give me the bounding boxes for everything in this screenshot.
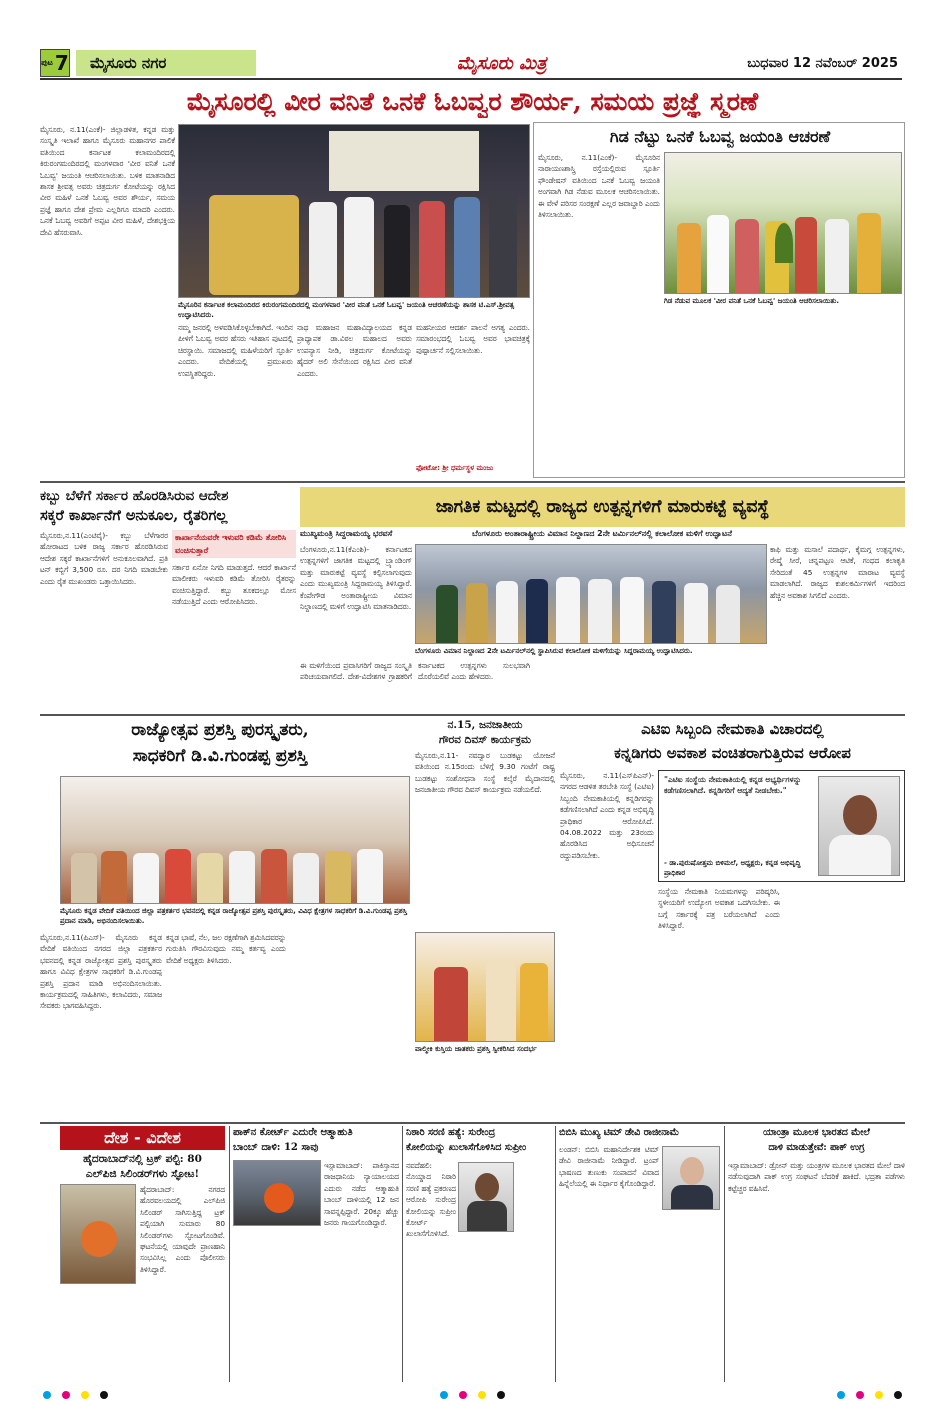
person-figure (588, 579, 612, 643)
world-story3-body-2 (458, 1236, 551, 1380)
fire-blast (264, 1183, 294, 1213)
story6-body-2 (415, 1070, 555, 1120)
story2-body: ಮೈಸೂರು, ನ.11(ಎಂಕೆ)- ಮೈಸೂರಿನ ನಾರಾಯಣಶಾಸ್ತ್ರಿ ರಸ್ತೆಯಲ್ಲಿರುವ ಸ್ಪೂರ್ತಿ ಫೌಂಡೇಷನ್ ವತಿಯಿಂದ ಒನಕೆ ಓಬವ್ವ ಜಯಂತಿ ಅಂಗವಾಗಿ ಗಿಡ ನೆಡುವ ಮೂಲಕ ಆಚರಿಸಲಾಯಿತು. ಈ ವೇಳೆ ಪರಿಸರ ಸಂರಕ್ಷಣೆ ಎಲ್ಲರ ಜವಾಬ್ದಾರಿ ಎಂದು ತಿಳಿಸಲಾಯಿತು. (538, 153, 660, 220)
world-story5-body: ಇಸ್ಲಾಮಾಬಾದ್: ಡ್ರೋನ್ ಮತ್ತು ಯಂತ್ರಗಳ ಮೂಲಕ ಭಾರತದ ಮೇಲೆ ದಾಳಿ ನಡೆಸುವುದಾಗಿ ಪಾಕ್ ಉಗ್ರ ಸಂಘಟನೆ ಬೆದರಿಕೆ ಹಾಕಿದೆ. ಭದ್ರತಾ ಪಡೆಗಳು ಕಟ್ಟೆಚ್ಚರ ವಹಿಸಿವೆ. (728, 1161, 905, 1193)
world-story3-photo (458, 1162, 514, 1232)
section-divider (40, 1122, 905, 1124)
story5-photo (60, 776, 410, 904)
story1-column-1: ಮೈಸೂರು, ನ.11(ಎಂಕೆ)- ಜಿಲ್ಲಾಡಳಿತ, ಕನ್ನಡ ಮತ್ತು ಸಂಸ್ಕೃತಿ ಇಲಾಖೆ ಹಾಗೂ ಮೈಸೂರು ಮಹಾನಗರ ಪಾಲಿಕೆ ವತಿಯಿಂದ ಕರ್ನಾಟಕ ಕಲಾಮಂದಿರದಲ್ಲಿ ಕಿರುರಂಗಮಂದಿರದಲ್ಲಿ ಮಂಗಳವಾರ 'ವೀರ ವನಿತೆ ಒನಕೆ ಓಬವ್ವ' ಜಯಂತಿ ಆಚರಿಸಲಾಯಿತು. ಬಳಿಕ ಮಾತನಾಡಿದ ಶಾಸಕ ಶ್ರೀವತ್ಸ ಅವರು ಚಿತ್ರದುರ್ಗ ಕೋಟೆಯನ್ನು ರಕ್ಷಿಸಿದ ವೀರ ಮಹಿಳೆ ಒನಕೆ ಓಬವ್ವ ಅವರ ಶೌರ್ಯ, ಸಮಯ ಪ್ರಜ್ಞೆ ಹಾಗೂ ದೇಶ ಪ್ರೇಮ ಎಲ್ಲರಿಗೂ ಮಾದರಿ ಎಂದರು. ಒನಕೆ ಓಬವ್ವ ಅವರಿಗೆ ಅಪ್ಪಟ ವೀರ ಮಹಿಳೆ, ದೇಶಭಕ್ತಿಯ ದೇವಿ ಹೆಸರುವಾಸಿ. (40, 125, 175, 237)
story4-subhead-right: ಬೆಂಗಳೂರು ಅಂತಾರಾಷ್ಟ್ರೀಯ ವಿಮಾನ ನಿಲ್ದಾಣದ 2ನೇ ಟರ್ಮಿನಲ್‌ನಲ್ಲಿ ಕಲಾಲೋಕ ಮಳಿಗೆ ಉದ್ಘಾಟನೆ (472, 529, 732, 538)
person-figure (735, 219, 759, 293)
person-figure (261, 849, 287, 903)
person-figure (133, 853, 159, 903)
person-figure (707, 215, 729, 293)
world-story2-photo (233, 1160, 321, 1226)
person-figure (520, 963, 548, 1041)
story4-body-bottom: ಈ ಮಳಿಗೆಯಿಂದ ಪ್ರವಾಸಿಗರಿಗೆ ರಾಜ್ಯದ ಸಂಸ್ಕೃತಿ ಪರಿಚಯವಾಗಲಿದೆ. ದೇಶ-ವಿದೇಶಗಳ ಗ್ರಾಹಕರಿಗೆ ಕರ್ನಾಟಕದ ಉತ್ಪನ್ನಗಳು ಸುಲಭವಾಗಿ ದೊರೆಯಲಿವೆ ಎಂದು ಹೇಳಿದರು. (300, 661, 530, 682)
person-figure (436, 585, 458, 643)
story6-headline-1: ನ.15, ಜನಜಾತೀಯ (447, 719, 523, 731)
person-figure (419, 201, 445, 297)
person-figure (496, 581, 518, 643)
world-story3-headline-1: ನಿಠಾರಿ ಸರಣಿ ಹತ್ಯೆ: ಸುರೇಂದ್ರ (406, 1127, 496, 1138)
black-dot (497, 1391, 505, 1399)
world-story2-body: ಇಸ್ಲಾಮಾಬಾದ್: ಪಾಕಿಸ್ತಾನದ ರಾಜಧಾನಿಯ ನ್ಯಾಯಾಲಯದ ಎದುರು ನಡೆದ ಆತ್ಮಾಹುತಿ ಬಾಂಬ್ ದಾಳಿಯಲ್ಲಿ 12 ಜನ ಸಾವನ್ನಪ್ಪಿದ್ದಾರೆ. 20ಕ್ಕೂ ಹೆಚ್ಚು ಜನರು ಗಾಯಗೊಂಡಿದ್ದಾರೆ. (324, 1161, 399, 1228)
world-story5-headline-2: ದಾಳಿ ಮಾಡುತ್ತೇವೆ: ಪಾಕ್ ಉಗ್ರ (768, 1142, 865, 1153)
person-figure (620, 577, 644, 643)
cyan-dot (440, 1391, 448, 1399)
world-story1-headline-1: ಹೈದರಾಬಾದ್‌ನಲ್ಲಿ ಟ್ರಕ್ ಪಲ್ಟಿ: 80 (83, 1153, 202, 1165)
story6-photo (415, 932, 555, 1042)
story7-headline-2: ಕನ್ನಡಿಗರು ಅವಕಾಶ ವಂಚಿತರಾಗುತ್ತಿರುವ ಆರೋಪ (614, 744, 851, 762)
story7-quote-author: - ಡಾ.ಪುರುಷೋತ್ತಮ ಬಿಳಿಮಲೆ, ಅಧ್ಯಕ್ಷರು, ಕನ್ನಡ ಅಭಿವೃದ್ಧಿ ಪ್ರಾಧಿಕಾರ (664, 859, 801, 877)
section-divider (40, 481, 905, 483)
person-figure (795, 217, 817, 293)
story5-headline-2: ಸಾಧಕರಿಗೆ ಡಿ.ವಿ.ಗುಂಡಪ್ಪ ಪ್ರಶಸ್ತಿ (132, 746, 308, 766)
story4-subhead-left: ಮುಖ್ಯಮಂತ್ರಿ ಸಿದ್ದರಾಮಯ್ಯ ಭರವಸೆ (300, 529, 393, 538)
story7-portrait (818, 776, 900, 876)
story1-photo (178, 124, 530, 298)
story4-caption: ಬೆಂಗಳೂರು ವಿಮಾನ ನಿಲ್ದಾಣದ 2ನೇ ಟರ್ಮಿನಲ್‌ನಲ್ಲಿ ಸ್ಥಾಪಿಸಿರುವ ಕಲಾಲೋಕ ಮಳಿಗೆಯನ್ನು ಸಿದ್ದರಾಮಯ್ಯ ಉದ್ಘಾಟಿಸಿದರು. (415, 647, 693, 655)
person-figure (344, 197, 374, 297)
world-story3-headline-2: ಕೋಲಿಯನ್ನು ಖುಲಾಸೆಗೊಳಿಸಿದ ಸುಪ್ರೀಂ (406, 1142, 527, 1153)
sapling (775, 223, 793, 263)
person-figure (434, 967, 468, 1041)
story7-quote: "ಎಟಿಐ ಸಂಸ್ಥೆಯ ನೇಮಕಾತಿಯಲ್ಲಿ ಕನ್ನಡ ಅಭ್ಯರ್ಥಿಗಳನ್ನು ಕಡೆಗಣಿಸಲಾಗಿದೆ. ಕನ್ನಡಿಗರಿಗೆ ಆದ್ಯತೆ ನೀಡಬೇಕು." (664, 775, 802, 795)
black-dot (894, 1391, 902, 1399)
world-story1-body: ಹೈದರಾಬಾದ್: ನಗರದ ಹೊರವಲಯದಲ್ಲಿ ಎಲ್‌ಪಿಜಿ ಸಿಲಿಂಡರ್ ಸಾಗಿಸುತ್ತಿದ್ದ ಟ್ರಕ್ ಪಲ್ಟಿಯಾಗಿ ಸುಮಾರು 80 ಸಿಲಿಂಡರ್‌ಗಳು ಸ್ಫೋಟಗೊಂಡಿವೆ. ಘಟನೆಯಲ್ಲಿ ಯಾವುದೇ ಪ್ರಾಣಹಾನಿ ಸಂಭವಿಸಿಲ್ಲ ಎಂದು ಪೊಲೀಸರು ತಿಳಿಸಿದ್ದಾರೆ. (140, 1185, 225, 1274)
column-divider (724, 1126, 725, 1382)
story2-headline: ಗಿಡ ನೆಟ್ಟು ಒನಕೆ ಓಬವ್ವ ಜಯಂತಿ ಆಚರಣೆ (609, 127, 831, 146)
cyan-dot (837, 1391, 845, 1399)
page-header (40, 48, 902, 80)
person-figure (454, 197, 480, 297)
person-figure (384, 205, 410, 297)
story4-headline: ಜಾಗತಿಕ ಮಟ್ಟದಲ್ಲಿ ರಾಜ್ಯದ ಉತ್ಪನ್ನಗಳಿಗೆ ಮಾರುಕಟ್ಟೆ ವ್ಯವಸ್ಥೆ (435, 497, 770, 517)
world-story4-photo (662, 1146, 720, 1210)
color-dots-left (40, 1384, 111, 1403)
portrait-head (843, 795, 877, 835)
story5-caption: ಮೈಸೂರು ಕನ್ನಡ ವೇದಿಕೆ ವತಿಯಿಂದ ಜಿಲ್ಲಾ ಪತ್ರಕರ್ತರ ಭವನದಲ್ಲಿ ಕನ್ನಡ ರಾಜ್ಯೋತ್ಸವ ಪ್ರಶಸ್ತಿ ಪುರಸ್ಕೃತರು, ವಿವಿಧ ಕ್ಷೇತ್ರಗಳ ಸಾಧಕರಿಗೆ ಡಿ.ವಿ.ಗುಂಡಪ್ಪ ಪ್ರಶಸ್ತಿ ಪ್ರದಾನ ಮಾಡಿ, ಅಭಿನಂದಿಸಲಾಯಿತು. (60, 907, 408, 925)
portrait-head (475, 1173, 499, 1201)
story5-headline-1: ರಾಜ್ಯೋತ್ಸವ ಪ್ರಶಸ್ತಿ ಪುರಸ್ಕೃತರು, (131, 720, 309, 740)
person-figure (489, 193, 517, 297)
story3-subhead: ಕಾರ್ಖಾನೆಯವರೇ ಇಳುವರಿ ಕಡಿಮೆ ತೋರಿಸಿ ವಂಚಿಸುತ್ತಾರೆ (172, 530, 296, 558)
yellow-dot (875, 1391, 883, 1399)
section-divider (40, 714, 905, 716)
story5-body: ಮೈಸೂರು,ನ.11(ಪಿಎಸ್)- ಮೈಸೂರು ಕನ್ನಡ ವೇದಿಕೆ ವತಿಯಿಂದ ನಗರದ ಜಿಲ್ಲಾ ಪತ್ರಕರ್ತರ ಭವನದಲ್ಲಿ ಕನ್ನಡ ರಾಜ್ಯೋತ್ಸವ ಪ್ರಶಸ್ತಿ ಪುರಸ್ಕೃತರು ಹಾಗೂ ವಿವಿಧ ಕ್ಷೇತ್ರಗಳ ಸಾಧಕರಿಗೆ ಡಿ.ವಿ.ಗುಂಡಪ್ಪ ಪ್ರಶಸ್ತಿ ಪ್ರದಾನ ಮಾಡಿ ಅಭಿನಂದಿಸಲಾಯಿತು. ಕಾರ್ಯಕ್ರಮದಲ್ಲಿ ಸಾಹಿತಿಗಳು, ಕಲಾವಿದರು, ಸಮಾಜ ಸೇವಕರು ಭಾಗವಹಿಸಿದ್ದರು. (40, 933, 162, 1011)
story3-headline-2: ಸಕ್ಕರೆ ಕಾರ್ಖಾನೆಗೆ ಅನುಕೂಲ, ರೈತರಿಗಲ್ಲ (40, 507, 228, 524)
story3-body-2: ಸರ್ಕಾರ ಏನೋ ನಿಗದಿ ಮಾಡುತ್ತದೆ. ಆದರೆ ಕಾರ್ಖಾನೆ ಮಾಲೀಕರು ಇಳುವರಿ ಕಡಿಮೆ ತೋರಿಸಿ ರೈತರನ್ನು ವಂಚಿಸುತ್ತಿದ್ದಾರೆ. ಕಬ್ಬು ತೂಕದಲ್ಲೂ ಮೋಸ ನಡೆಯುತ್ತಿದೆ ಎಂದು ಆರೋಪಿಸಿದರು. (172, 563, 296, 607)
masthead: ಮೈಸೂರು ಮಿತ್ರ (456, 52, 547, 74)
world-story4-body: ಲಂಡನ್: ಬಿಬಿಸಿ ಮಹಾನಿರ್ದೇಶಕ ಟಿಮ್ ಡೇವಿ ರಾಜೀನಾಮೆ ನೀಡಿದ್ದಾರೆ. ಟ್ರಂಪ್ ಭಾಷಣದ ತುಣುಕು ಸಂಪಾದನೆ ವಿವಾದ ಹಿನ್ನೆಲೆಯಲ್ಲಿ ಈ ನಿರ್ಧಾರ ಕೈಗೊಂಡಿದ್ದಾರೆ. (559, 1145, 659, 1189)
story6-headline-2: ಗೌರವ ದಿವಸ್ ಕಾರ್ಯಕ್ರಮ (439, 734, 531, 746)
story7-body-2: ಸಂಸ್ಥೆಯ ನೇಮಕಾತಿ ನಿಯಮಗಳನ್ನು ಪರಿಷ್ಕರಿಸಿ, ಸ್ಥಳೀಯರಿಗೆ ಉದ್ಯೋಗ ಅವಕಾಶ ಒದಗಿಸಬೇಕು. ಈ ಬಗ್ಗೆ ಸರ್ಕಾರಕ್ಕೆ ಪತ್ರ ಬರೆಯಲಾಗಿದೆ ಎಂದು ತಿಳಿಸಿದ್ದಾರೆ. (658, 887, 780, 931)
person-figure (101, 851, 127, 903)
story7-body-3 (784, 886, 905, 1120)
fire-blast (81, 1221, 117, 1257)
story6-caption: ವಾಲ್ಮೀಕಿ ಕುಸ್ತಿಯ ಜಾತಕರು ಪ್ರಶಸ್ತಿ ಸ್ವೀಕರಿಸಿದ ಸಂದರ್ಭ (415, 1045, 537, 1053)
story7-headline-1: ಎಟಿಐ ಸಿಬ್ಬಂದಿ ನೇಮಕಾತಿ ವಿಚಾರದಲ್ಲಿ (641, 720, 824, 738)
person-figure (309, 202, 337, 297)
issue-date: ಬುಧವಾರ 12 ನವೆಂಬರ್ 2025 (747, 55, 898, 71)
color-dots-right (834, 1384, 905, 1403)
world-story4-body-2 (662, 1214, 720, 1380)
person-figure (825, 219, 849, 293)
person-figure (165, 849, 191, 903)
magenta-dot (62, 1391, 70, 1399)
person-figure (293, 853, 319, 903)
column-divider (555, 1126, 556, 1382)
person-figure (677, 223, 701, 293)
world-story3-body: ನವದೆಹಲಿ: ನೊಯ್ಡಾದ ನಿಠಾರಿ ಸರಣಿ ಹತ್ಯೆ ಪ್ರಕರಣದ ಆರೋಪಿ ಸುರೇಂದ್ರ ಕೋಲಿಯನ್ನು ಸುಪ್ರೀಂ ಕೋರ್ಟ್ ಖುಲಾಸೆಗೊಳಿಸಿದೆ. (406, 1161, 456, 1239)
color-dots-center (437, 1384, 508, 1403)
story4-body-right: ಕಾಫಿ ಮತ್ತು ಮಸಾಲೆ ಪದಾರ್ಥ, ಕೈಮಗ್ಗ ಉತ್ಪನ್ನಗಳು, ರೇಷ್ಮೆ ಸೀರೆ, ಚನ್ನಪಟ್ಟಣ ಆಟಿಕೆ, ಗಂಧದ ಕಲಾಕೃತಿ ಸೇರಿದಂತೆ 45 ಉತ್ಪನ್ನಗಳ ಮಾರಾಟ ವ್ಯವಸ್ಥೆ ಮಾಡಲಾಗಿದೆ. ರಾಜ್ಯದ ಕುಶಲಕರ್ಮಿಗಳಿಗೆ ಇದರಿಂದ ಹೆಚ್ಚಿನ ಅವಕಾಶ ಸಿಗಲಿದೆ ಎಂದರು. (770, 545, 905, 600)
story3-body: ಮೈಸೂರು,ನ.11(ಎಂಟಿವೈ)- ಕಬ್ಬು ಬೆಳೆಗಾರರ ಹೋರಾಟದ ಬಳಿಕ ರಾಜ್ಯ ಸರ್ಕಾರ ಹೊರಡಿಸಿರುವ ಆದೇಶ ಸಕ್ಕರೆ ಕಾರ್ಖಾನೆಗಳಿಗೆ ಅನುಕೂಲವಾಗಿದೆ. ಪ್ರತಿ ಟನ್ ಕಬ್ಬಿಗೆ 3,500 ರೂ. ದರ ನಿಗದಿ ಮಾಡಬೇಕು ಎಂದು ರೈತ ಮುಖಂಡರು ಒತ್ತಾಯಿಸಿದರು. (40, 531, 168, 586)
person-figure (684, 583, 708, 643)
story5-body-2: ಕನ್ನಡ ಭಾಷೆ, ನೆಲ, ಜಲ ರಕ್ಷಣೆಗಾಗಿ ಶ್ರಮಿಸಿದವರನ್ನು ಗುರುತಿಸಿ ಗೌರವಿಸುವುದು ನಮ್ಮ ಕರ್ತವ್ಯ ಎಂದು ವೇದಿಕೆ ಅಧ್ಯಕ್ಷರು ತಿಳಿಸಿದರು. (166, 933, 286, 965)
person-figure (71, 853, 97, 903)
person-figure (556, 577, 580, 643)
world-story2-body-2 (233, 1230, 321, 1380)
world-story1-photo (60, 1184, 136, 1284)
black-dot (100, 1391, 108, 1399)
stage-banner (329, 131, 479, 191)
person-figure (526, 579, 548, 643)
magenta-dot (459, 1391, 467, 1399)
story6-body: ಮೈಸೂರು,ನ.11- ನವದ್ವಾರ ಬುಡಕಟ್ಟು ಯೋಜನೆ ವತಿಯಿಂದ ನ.15ರಂದು ಬೆಳಿಗ್ಗೆ 9.30 ಗಂಟೆಗೆ ರಾಷ್ಟ್ರ ಬುಡಕಟ್ಟು ಸಂಶೋಧನಾ ಸಂಸ್ಥೆ ಕಲ್ಕೆರೆ ಮೈದಾನದಲ್ಲಿ ಜನಜಾತೀಯ ಗೌರವ ದಿವಸ್ ಕಾರ್ಯಕ್ರಮ ನಡೆಯಲಿದೆ. (415, 751, 555, 795)
world-story4-headline-1: ಬಿಬಿಸಿ ಮುಖ್ಯ ಟಿಮ್ (559, 1127, 623, 1138)
story1-credit: ಫೋಟೋ: ಶ್ರೀ ಧರ್ಮಸ್ಥಳ ಮಂಜು (416, 464, 494, 472)
story1-headline: ಮೈಸೂರಲ್ಲಿ ವೀರ ವನಿತೆ ಒನಕೆ ಓಬವ್ವರ ಶೌರ್ಯ, ಸಮಯ ಪ್ರಜ್ಞೆ ಸ್ಮರಣೆ (186, 87, 759, 116)
yellow-dot (81, 1391, 89, 1399)
column-divider (229, 1126, 230, 1382)
portrait-body (829, 835, 891, 876)
world-section-label: ದೇಶ - ವಿದೇಶ (60, 1126, 225, 1150)
person-figure (652, 581, 676, 643)
portrait-body (467, 1201, 507, 1232)
person-figure (357, 849, 383, 903)
column-divider (402, 1126, 403, 1382)
person-figure (857, 213, 881, 293)
magenta-dot (856, 1391, 864, 1399)
story5-body-3 (290, 932, 410, 1120)
world-story4-headline-2: ಡೇವಿ ರಾಜೀನಾಮೆ (625, 1127, 680, 1138)
story2-caption: ಗಿಡ ನೆಡುವ ಮೂಲಕ 'ವೀರ ವನಿತೆ ಒನಕೆ ಓಬವ್ವ' ಜಯಂತಿ ಆಚರಿಸಲಾಯಿತು. (664, 297, 840, 305)
story4-body-left: ಬೆಂಗಳೂರು,ನ.11(ಕೆಎಂಶಿ)- ಕರ್ನಾಟಕದ ಉತ್ಪನ್ನಗಳಿಗೆ ಜಾಗತಿಕ ಮಟ್ಟದಲ್ಲಿ ಬ್ರ್ಯಾಂಡಿಂಗ್ ಮತ್ತು ಮಾರುಕಟ್ಟೆ ವ್ಯವಸ್ಥೆ ಕಲ್ಪಿಸಲಾಗುವುದು ಎಂದು ಮುಖ್ಯಮಂತ್ರಿ ಸಿದ್ದರಾಮಯ್ಯ ತಿಳಿಸಿದ್ದಾರೆ. ಕೆಂಪೇಗೌಡ ಅಂತಾರಾಷ್ಟ್ರೀಯ ವಿಮಾನ ನಿಲ್ದಾಣದಲ್ಲಿ ಮಳಿಗೆ ಉದ್ಘಾಟಿಸಿ ಮಾತನಾಡಿದರು. (300, 545, 412, 612)
person-figure (486, 961, 516, 1041)
story3-headline-1: ಕಬ್ಬು ಬೆಳೆಗೆ ಸರ್ಕಾರ ಹೊರಡಿಸಿರುವ ಆದೇಶ (40, 488, 229, 504)
story2-photo (664, 152, 902, 294)
world-story5-headline-1: ಯಾಂತ್ರಾ ಮೂಲಕ ಭಾರತದ ಮೇಲೆ (763, 1127, 870, 1138)
page-label: ಪುಟ (41, 58, 53, 67)
section-name: ಮೈಸೂರು ನಗರ (76, 50, 256, 76)
story1-column-4: ಮಹನೀಯರ ಆದರ್ಶ ಪಾಲನೆ ಅಗತ್ಯ ಎಂದರು. ಸಮಾರಂಭದಲ್ಲಿ ಓಬವ್ವ ಅವರ ಭಾವಚಿತ್ರಕ್ಕೆ ಪುಷ್ಪಾರ್ಚನೆ ಸಲ್ಲಿಸಲಾಯಿತು. (416, 323, 530, 355)
world-story2-headline-2: ಬಾಂಬ್ ದಾಳಿ: 12 ಸಾವು (233, 1142, 319, 1153)
world-story2-headline-1: ಪಾಕ್‌ನ ಕೋರ್ಟ್ ಎದುರೇ ಆತ್ಮಾಹುತಿ (233, 1127, 353, 1138)
world-story1-headline-2: ಎಲ್‌ಪಿಜಿ ಸಿಲಿಂಡರ್‌ಗಳು ಸ್ಫೋಟ! (85, 1168, 200, 1180)
person-figure (716, 585, 740, 643)
page-number-badge (40, 49, 70, 77)
person-figure (197, 853, 223, 903)
story2-body-2 (664, 312, 782, 474)
person-figure (466, 583, 488, 643)
page-number: 7 (54, 51, 69, 75)
cyan-dot (43, 1391, 51, 1399)
garlanded-portrait (209, 195, 299, 295)
story1-column-3: ನಾಥ ಮಹಾಜನ ಮಹಾವಿದ್ಯಾಲಯದ ಕನ್ನಡ ಪ್ರಾಧ್ಯಾಪಕ ಡಾ.ವಿಠಲ ಮಹಾಲದ ಅವರು ಉಪನ್ಯಾಸ ನೀಡಿ, ಚಿತ್ರದುರ್ಗ ಕೋಟೆಯನ್ನು ಹೈದರ್ ಅಲಿ ಸೇನೆಯಿಂದ ರಕ್ಷಿಸಿದ ವೀರ ವನಿತೆ ಎಂದರು. (297, 323, 412, 378)
person-figure (325, 851, 351, 903)
registration-marks (40, 1386, 905, 1400)
story1-column-2: ನಮ್ಮ ಜನರಲ್ಲಿ ಅಳವಡಿಸಿಕೊಳ್ಳಬೇಕಾಗಿದೆ. ಇಂದಿನ ಪೀಳಿಗೆ ಓಬವ್ವ ಅವರ ಹೆಸರು ಇತಿಹಾಸ ಪುಟದಲ್ಲಿ ಚಿರಸ್ಥಾಯಿ. ಸಮಾಜದಲ್ಲಿ ಮಹಿಳೆಯರಿಗೆ ಸ್ಫೂರ್ತಿ ಎಂದರು. ವೇದಿಕೆಯಲ್ಲಿ ಪ್ರಮುಖರು ಉಪಸ್ಥಿತರಿದ್ದರು. (178, 323, 293, 378)
story2-body-3 (786, 312, 902, 474)
person-figure (229, 851, 255, 903)
story7-body: ಮೈಸೂರು, ನ.11(ಎಸ್‌ಪಿಎನ್)- ನಗರದ ಆಡಳಿತ ತರಬೇತಿ ಸಂಸ್ಥೆ (ಎಟಿಐ) ಸಿಬ್ಬಂದಿ ನೇಮಕಾತಿಯಲ್ಲಿ ಕನ್ನಡಿಗರನ್ನು ಕಡೆಗಣಿಸಲಾಗಿದೆ ಎಂದು ಕನ್ನಡ ಅಭಿವೃದ್ಧಿ ಪ್ರಾಧಿಕಾರ ಆರೋಪಿಸಿದೆ. 04.08.2022 ಮತ್ತು 23ರಂದು ಹೊರಡಿಸಿದ ಅಧಿಸೂಚನೆ ರದ್ದುಪಡಿಸಬೇಕು. (560, 771, 654, 860)
portrait-body (671, 1185, 713, 1210)
yellow-dot (478, 1391, 486, 1399)
story4-photo (415, 544, 767, 644)
portrait-head (680, 1157, 704, 1185)
story1-caption: ಮೈಸೂರಿನ ಕರ್ನಾಟಕ ಕಲಾಮಂದಿರದ ಕಿರುರಂಗಮಂದಿರದಲ್ಲಿ ಮಂಗಳವಾರ 'ವೀರ ವನಿತೆ ಒನಕೆ ಓಬವ್ವ' ಜಯಂತಿ ಆಚರಣೆಯನ್ನು ಶಾಸಕ ಟಿ.ಎಸ್.ಶ್ರೀವತ್ಸ ಉದ್ಘಾಟಿಸಿದರು. (178, 301, 515, 319)
